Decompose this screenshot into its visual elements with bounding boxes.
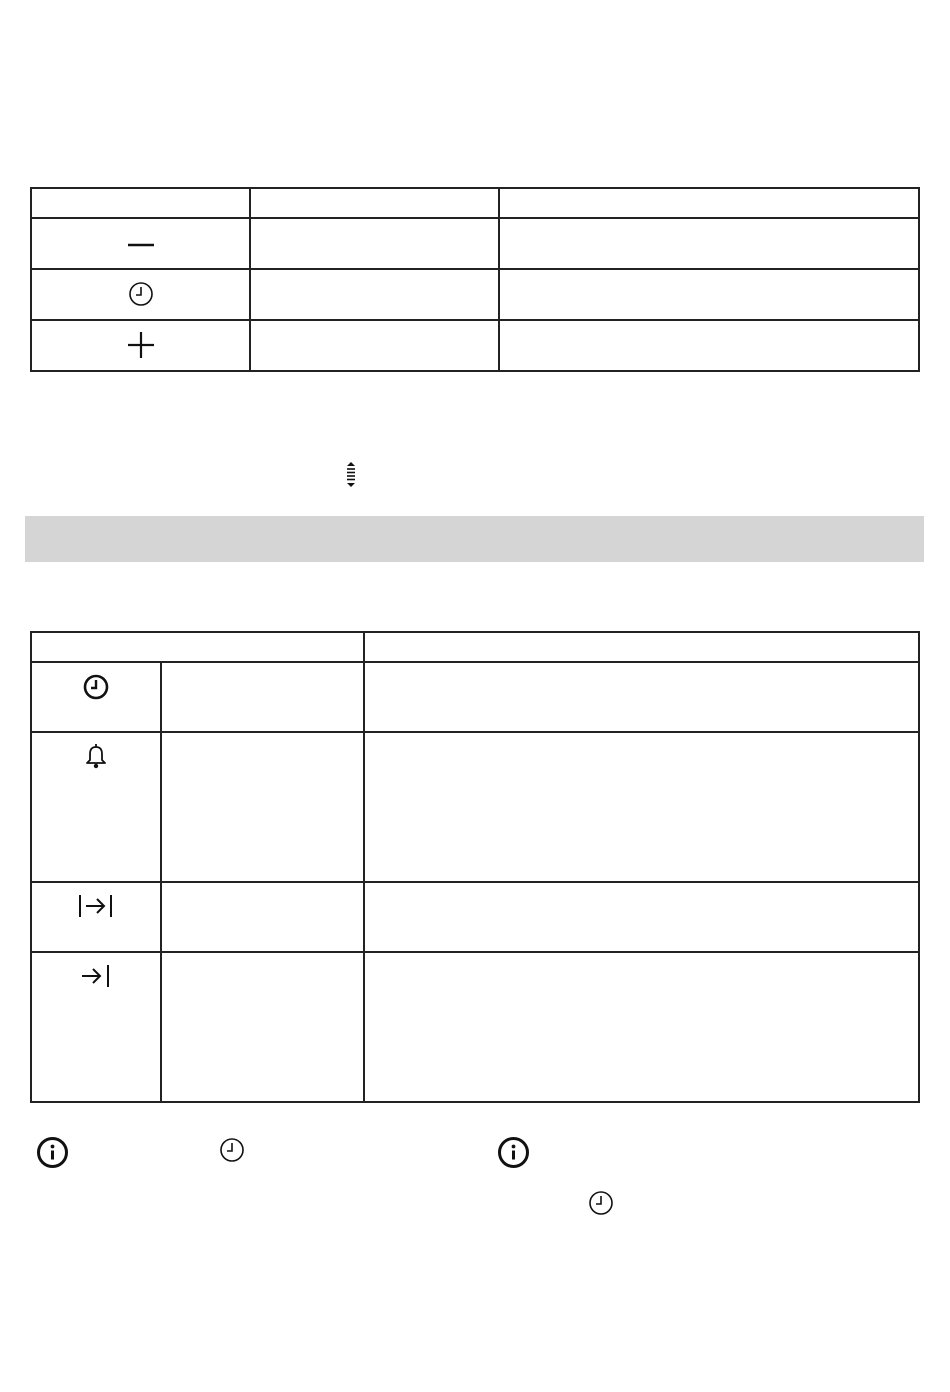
table-row	[31, 882, 919, 952]
symbol-cell	[31, 320, 250, 371]
header-cell	[31, 632, 364, 662]
header-cell	[31, 188, 250, 218]
controls-table	[30, 187, 920, 372]
table-row	[31, 952, 919, 1102]
table-header-row	[31, 632, 919, 662]
clock-icon	[218, 1136, 246, 1164]
clock-functions-table	[30, 631, 920, 1103]
info-icon	[497, 1136, 530, 1169]
minus-icon	[126, 230, 156, 260]
function-cell	[250, 320, 499, 371]
function-cell	[161, 952, 364, 1102]
description-cell	[499, 269, 919, 320]
plus-icon	[126, 330, 156, 360]
header-cell	[499, 188, 919, 218]
description-cell	[499, 218, 919, 269]
description-cell	[364, 732, 919, 882]
scroll-arrows-icon	[345, 461, 357, 489]
clock-icon	[127, 280, 155, 308]
function-cell	[250, 269, 499, 320]
function-cell	[161, 662, 364, 732]
function-cell	[161, 882, 364, 952]
description-cell	[364, 662, 919, 732]
table-row	[31, 218, 919, 269]
arrow-to-bar-icon	[79, 962, 113, 990]
bell-icon	[83, 742, 109, 770]
header-cell	[364, 632, 919, 662]
description-cell	[364, 952, 919, 1102]
table-header-row	[31, 188, 919, 218]
description-cell	[499, 320, 919, 371]
table-row	[31, 269, 919, 320]
info-icon	[36, 1136, 69, 1169]
function-cell	[161, 732, 364, 882]
table-row	[31, 732, 919, 882]
symbol-cell	[31, 882, 161, 952]
symbol-cell	[31, 952, 161, 1102]
table-row	[31, 320, 919, 371]
header-cell	[250, 188, 499, 218]
section-heading-band	[25, 516, 924, 562]
description-cell	[364, 882, 919, 952]
symbol-cell	[31, 218, 250, 269]
symbol-cell	[31, 662, 161, 732]
function-cell	[250, 218, 499, 269]
bar-arrow-bar-icon	[77, 892, 115, 920]
table-row	[31, 662, 919, 732]
symbol-cell	[31, 732, 161, 882]
clock-icon	[587, 1189, 615, 1217]
symbol-cell	[31, 269, 250, 320]
clock-bold-icon	[82, 673, 110, 701]
